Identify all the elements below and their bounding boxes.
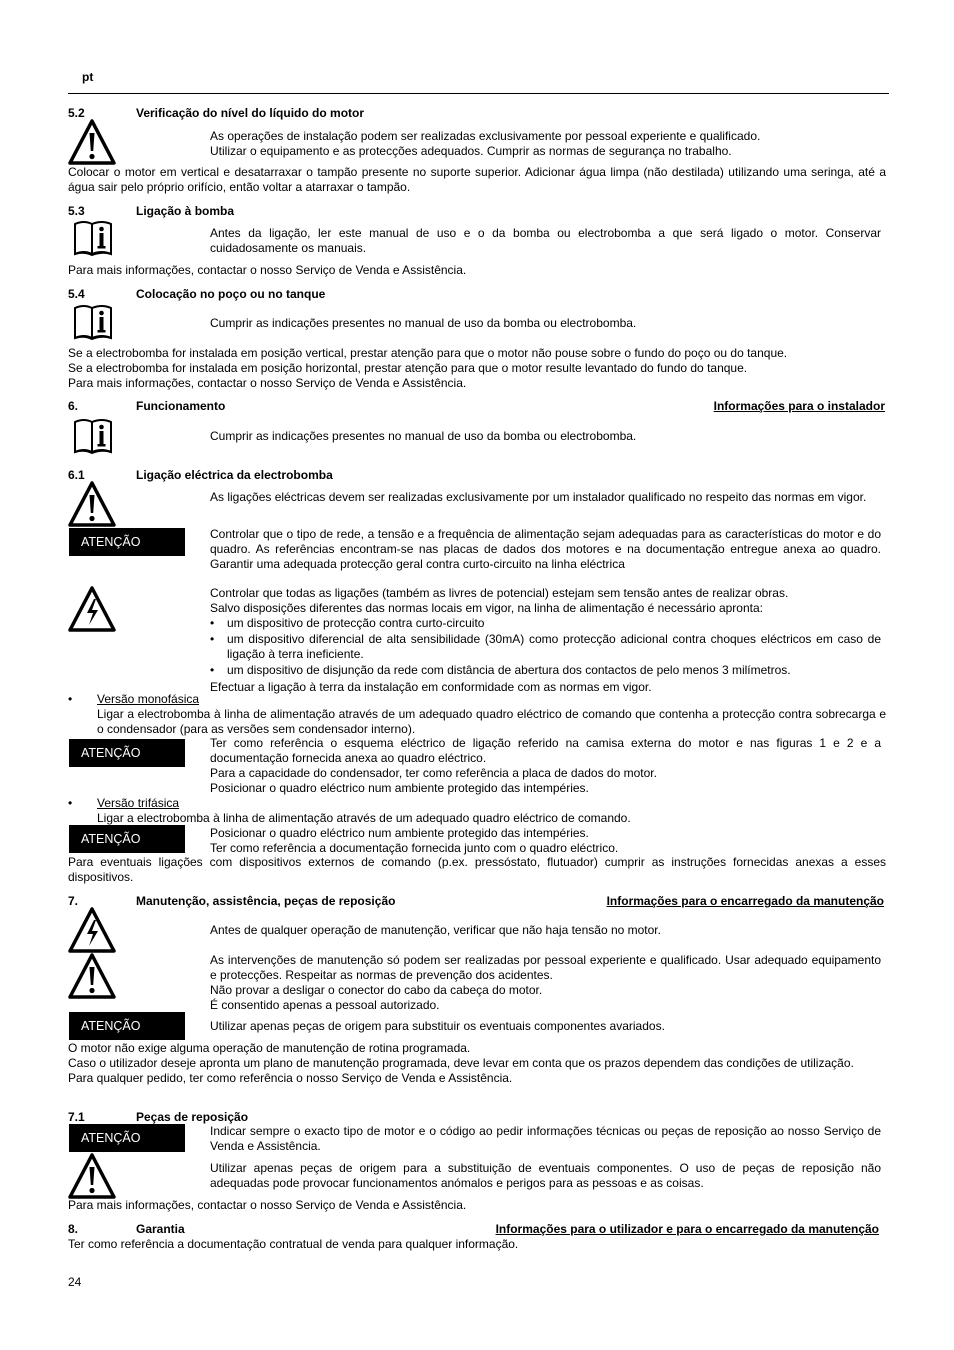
subsection-title: Versão monofásica xyxy=(97,692,200,706)
electrical-text: Controlar que todas as ligações (também as livres de potencial) estejam sem tensão antes de realizar obras. Salvo disposições diferentes das normas locais em vigor, na linha de alimentação é necessário apronta: • um dispositivo de protecção contra curto-circuito • um dispositivo diferencial de alta sensibilidade (30mA) como protecção adicional contra choques eléctricos em caso de ligação à terra ineficiente. • um dispositivo de disjunção da rede com distância de abertura dos contactos de pelo menos 3 milímetros. Efectuar a ligação à terra da instalação em conformidade com as normas em vigor. xyxy=(210,586,881,695)
tri-section xyxy=(97,796,886,811)
audience-label: Informações para o instalador xyxy=(713,399,885,413)
language-code: pt xyxy=(82,70,94,84)
warning-text: As intervenções de manutenção só podem ser realizadas por pessoal experiente e qualificado. Usar adequado equipamento e protecções. Respeitar as normas de prevenção dos acidentes. Não provar a desligar o conector do cabo da cabeça do motor. É consentido apenas a pessoal autorizado. xyxy=(210,953,881,1012)
warning-icon xyxy=(68,1153,116,1199)
section-title: Funcionamento xyxy=(136,399,226,413)
page-number: 24 xyxy=(68,1275,82,1289)
warning-text: Utilizar apenas peças de origem para a substituição de eventuais componentes. O uso de peças de reposição não adequadas pode provocar funcionamentos anómalos e perigos para as pessoas e as coisas. xyxy=(210,1161,881,1190)
manual-book-icon xyxy=(72,218,114,258)
warning-icon xyxy=(68,481,116,527)
bullet: • xyxy=(68,796,73,810)
warning-text: As ligações eléctricas devem ser realizadas exclusivamente por um instalador qualificado no respeito das normas em vigor. xyxy=(210,490,867,504)
body-text: Para mais informações, contactar o nosso Serviço de Venda e Assistência. xyxy=(68,263,467,277)
electric-hazard-icon xyxy=(68,907,116,953)
note-text: Cumprir as indicações presentes no manual de uso da bomba ou electrobomba. xyxy=(210,429,637,443)
audience-label: Informações para o encarregado da manutenção xyxy=(606,894,884,908)
section-number: 8. xyxy=(68,1222,79,1236)
bullet: • xyxy=(68,692,73,706)
attention-badge: ATENÇÃO xyxy=(69,1012,185,1040)
attention-text: Indicar sempre o exacto tipo de motor e o código ao pedir informações técnicas ou peças de reposição ao nosso Serviço de Venda e Assistência. xyxy=(210,1124,881,1153)
body-text: O motor não exige alguma operação de manutenção de rotina programada. Caso o utilizador deseje apronta um plano de manutenção programada, deve levar em conta que os prazos dependem das condições de utilização. Para qualquer pedido, ter como referência o nosso Serviço de Venda e Assistência. xyxy=(68,1041,854,1085)
section-number: 6.1 xyxy=(68,468,85,482)
section-number: 6. xyxy=(68,399,79,413)
subsection-title: Versão trifásica xyxy=(97,796,180,810)
audience-label: Informações para o utilizador e para o encarregado da manutenção xyxy=(495,1222,879,1236)
section-title: Peças de reposição xyxy=(136,1110,249,1124)
electrical-text: Antes de qualquer operação de manutenção, verificar que não haja tensão no motor. xyxy=(210,923,661,937)
section-title: Colocação no poço ou no tanque xyxy=(136,287,326,301)
section-title: Manutenção, assistência, peças de reposição xyxy=(136,894,396,908)
note-text: Antes da ligação, ler este manual de uso e o da bomba ou electrobomba a que será ligado o motor. Conservar cuidadosamente os manuais. xyxy=(210,226,881,255)
body-text: Para mais informações, contactar o nosso Serviço de Venda e Assistência. xyxy=(68,1198,467,1212)
list-item: • um dispositivo de protecção contra curto-circuito xyxy=(210,616,881,631)
electric-hazard-icon xyxy=(68,586,116,632)
attention-badge: ATENÇÃO xyxy=(69,825,185,853)
warning-icon xyxy=(68,119,116,165)
section-title: Ligação à bomba xyxy=(136,204,235,218)
attention-text: Controlar que o tipo de rede, a tensão e a frequência de alimentação sejam adequadas para as características do motor e do quadro. As referências encontram-se nas placas de dados dos motores e na documentação entregue anexa ao quadro. Garantir uma adequada protecção geral contra curto-circuito na linha eléctrica xyxy=(210,527,881,571)
section-title: Ligação eléctrica da electrobomba xyxy=(136,468,333,482)
header-divider xyxy=(68,93,889,94)
attention-text: Ter como referência o esquema eléctrico de ligação referido na camisa externa do motor e nas figuras 1 e 2 e a documentação fornecida anexa ao quadro eléctrico. Para a capacidade do condensador, ter como referência a placa de dados do motor. Posicionar o quadro eléctrico num ambiente protegido das intempéries. xyxy=(210,736,881,795)
body-text: Se a electrobomba for instalada em posição vertical, prestar atenção para que o motor não pouse sobre o fundo do poço ou do tanque. Se a electrobomba for instalada em posição horizontal, prestar atenção para que o motor resulte levantado do fundo do tanque. Para mais informações, contactar o nosso Serviço de Venda e Assistência. xyxy=(68,346,788,390)
attention-badge: ATENÇÃO xyxy=(69,739,185,767)
list-item: • um dispositivo diferencial de alta sensibilidade (30mA) como protecção adicional contra choques eléctricos em caso de ligação à terra ineficiente. xyxy=(210,632,881,662)
body-text: Ligar a electrobomba à linha de alimentação através de um adequado quadro eléctrico de comando. xyxy=(97,811,631,825)
manual-book-icon xyxy=(72,416,114,456)
attention-badge: ATENÇÃO xyxy=(69,528,185,556)
note-text: Cumprir as indicações presentes no manual de uso da bomba ou electrobomba. xyxy=(210,316,637,330)
section-number: 5.3 xyxy=(68,204,85,218)
warning-text: As operações de instalação podem ser realizadas exclusivamente por pessoal experiente e qualificado. Utilizar o equipamento e as protecções adequados. Cumprir as normas de segurança no trabalho. xyxy=(210,129,761,158)
attention-badge: ATENÇÃO xyxy=(69,1124,185,1152)
section-number: 7. xyxy=(68,894,79,908)
body-text: Ter como referência a documentação contratual de venda para qualquer informação. xyxy=(68,1237,519,1251)
manual-book-icon xyxy=(72,302,114,342)
mono-section: Versão monofásica Ligar a electrobomba à linha de alimentação através de um adequado quadro eléctrico de comando que contenha a protecção contra sobrecarga e o condensador (para as versões sem condensador interno). xyxy=(97,692,886,736)
section-number: 7.1 xyxy=(68,1110,85,1124)
body-text: Colocar o motor em vertical e desatarraxar o tampão presente no suporte superior. Adicionar água limpa (não destilada) utilizando uma seringa, até a água sair pelo próprio orifício, então voltar a atarraxar o tampão. xyxy=(68,165,886,194)
body-text: Para eventuais ligações com dispositivos externos de comando (p.ex. pressóstato, flutuador) cumprir as instruções fornecidas anexas a esses dispositivos. xyxy=(68,855,886,884)
section-number: 5.2 xyxy=(68,106,85,120)
section-title: Verificação do nível do líquido do motor xyxy=(136,106,365,120)
warning-icon xyxy=(68,953,116,999)
section-number: 5.4 xyxy=(68,287,85,301)
attention-text: Posicionar o quadro eléctrico num ambiente protegido das intempéries. Ter como referência a documentação fornecida junto com o quadro eléctrico. xyxy=(210,826,619,855)
section-title: Garantia xyxy=(136,1222,185,1236)
attention-text: Utilizar apenas peças de origem para substituir os eventuais componentes avariados. xyxy=(210,1019,665,1033)
list-item: • um dispositivo de disjunção da rede com distância de abertura dos contactos de pelo menos 3 milímetros. xyxy=(210,663,881,678)
